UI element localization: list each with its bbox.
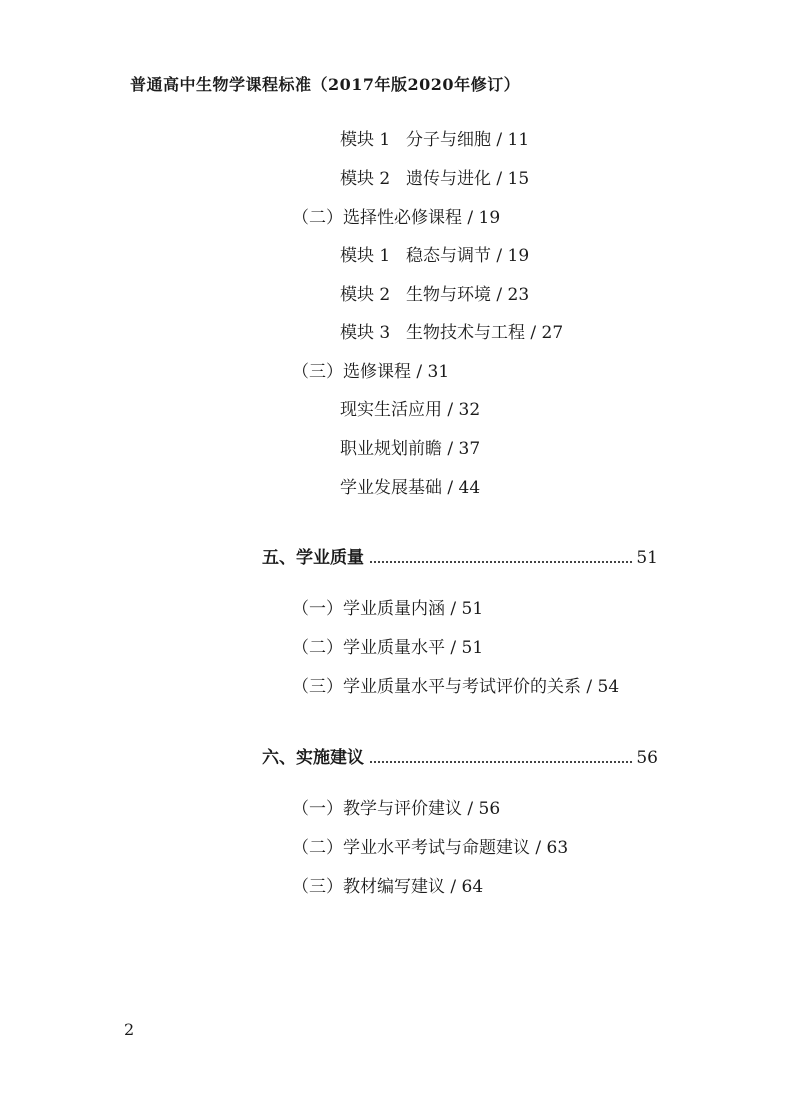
module-code: 模块 2 <box>340 169 391 189</box>
chapter-title: 六、实施建议 <box>262 748 364 768</box>
toc-module-entry[interactable] <box>340 244 529 268</box>
page-ref: 27 <box>541 323 564 343</box>
page-separator: / <box>462 799 479 819</box>
module-title: 稳态与调节 <box>406 246 491 266</box>
toc-module-entry[interactable] <box>340 128 529 152</box>
section-label: （二）学业质量水平 <box>292 638 445 658</box>
toc-section-entry[interactable] <box>292 636 483 660</box>
toc-section-entry[interactable] <box>292 875 483 899</box>
section-label: （三）学业质量水平与考试评价的关系 <box>292 677 581 697</box>
toc-module-entry[interactable] <box>340 283 529 307</box>
running-header: 普通高中生物学课程标准（2017年版2020年修订） <box>130 75 521 94</box>
toc-module-entry[interactable] <box>340 167 529 191</box>
page-separator: / <box>445 638 462 658</box>
page-ref: 64 <box>461 877 484 897</box>
module-code: 模块 1 <box>340 130 391 150</box>
chapter-title: 五、学业质量 <box>262 548 364 568</box>
toc-section-entry[interactable] <box>292 206 500 230</box>
module-title: 生物与环境 <box>406 285 491 305</box>
toc-section-entry[interactable] <box>292 797 500 821</box>
page-ref: 11 <box>507 130 530 150</box>
section-label: （一）教学与评价建议 <box>292 799 462 819</box>
toc-section-entry[interactable] <box>292 597 483 621</box>
page-ref: 54 <box>597 677 620 697</box>
page-separator: / <box>491 169 508 189</box>
item-title: 职业规划前瞻 <box>340 439 442 459</box>
toc-item-entry[interactable] <box>340 476 480 500</box>
chapter-page: 56 <box>636 748 658 768</box>
page-ref: 37 <box>458 439 481 459</box>
page-separator: / <box>491 130 508 150</box>
toc-chapter-entry[interactable] <box>262 546 658 570</box>
module-code: 模块 2 <box>340 285 391 305</box>
toc-section-entry[interactable] <box>292 836 568 860</box>
item-title: 学业发展基础 <box>340 478 442 498</box>
section-label: （一）学业质量内涵 <box>292 599 445 619</box>
module-code: 模块 1 <box>340 246 391 266</box>
item-title: 现实生活应用 <box>340 400 442 420</box>
page-ref: 63 <box>546 838 569 858</box>
chapter-page: 51 <box>636 548 658 568</box>
page-ref: 44 <box>458 478 481 498</box>
page-ref: 15 <box>507 169 530 189</box>
page-separator: / <box>530 838 547 858</box>
section-label: （二）选择性必修课程 <box>292 208 462 228</box>
page-separator: / <box>442 439 459 459</box>
dot-leader <box>370 761 632 763</box>
page-separator: / <box>491 246 508 266</box>
toc-section-entry[interactable] <box>292 675 619 699</box>
toc-section-entry[interactable] <box>292 360 449 384</box>
module-code: 模块 3 <box>340 323 391 343</box>
page-ref: 23 <box>507 285 530 305</box>
toc-chapter-entry[interactable] <box>262 746 658 770</box>
section-label: （三）选修课程 <box>292 362 411 382</box>
module-title: 分子与细胞 <box>406 130 491 150</box>
page-separator: / <box>462 208 479 228</box>
page-separator: / <box>445 877 462 897</box>
page-ref: 32 <box>458 400 481 420</box>
page-separator: / <box>525 323 542 343</box>
toc-item-entry[interactable] <box>340 437 480 461</box>
page-ref: 19 <box>507 246 530 266</box>
page-ref: 31 <box>427 362 450 382</box>
dot-leader <box>370 561 632 563</box>
page-separator: / <box>442 478 459 498</box>
page-number: 2 <box>124 1020 135 1039</box>
section-label: （三）教材编写建议 <box>292 877 445 897</box>
page-separator: / <box>491 285 508 305</box>
page-separator: / <box>411 362 428 382</box>
module-title: 遗传与进化 <box>406 169 491 189</box>
toc-item-entry[interactable] <box>340 398 480 422</box>
toc-module-entry[interactable] <box>340 321 563 345</box>
page-ref: 51 <box>461 638 484 658</box>
page-ref: 56 <box>478 799 501 819</box>
page-ref: 51 <box>461 599 484 619</box>
section-label: （二）学业水平考试与命题建议 <box>292 838 530 858</box>
page-separator: / <box>445 599 462 619</box>
page-ref: 19 <box>478 208 501 228</box>
page-separator: / <box>442 400 459 420</box>
module-title: 生物技术与工程 <box>406 323 525 343</box>
page-separator: / <box>581 677 598 697</box>
